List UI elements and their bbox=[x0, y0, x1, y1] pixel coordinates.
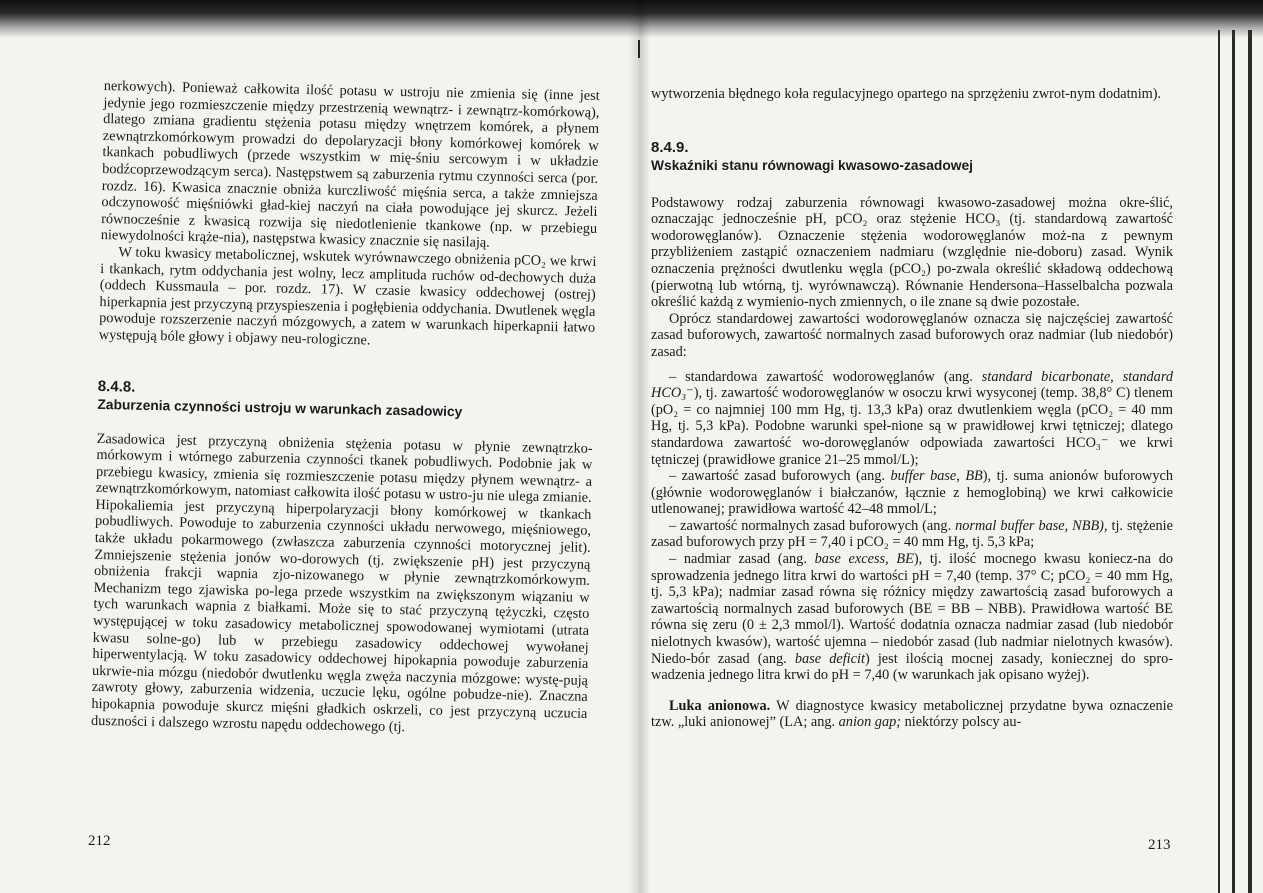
run-in-heading: Luka anionowa. bbox=[669, 697, 771, 714]
section-title: Wskaźniki stanu równowagi kwasowo-zasadowej bbox=[651, 157, 973, 173]
term: standard bicarbonate, standard HCO₃⁻ bbox=[651, 368, 1174, 402]
right-page bbox=[651, 86, 1173, 731]
book-gutter bbox=[628, 0, 650, 893]
paragraph bbox=[651, 698, 1173, 731]
term: normal buffer base, NBB), bbox=[955, 517, 1108, 534]
term: base deficit bbox=[794, 650, 865, 667]
page-number: 213 bbox=[1148, 837, 1171, 853]
text: ), tj. zawartość wodorowęglanów w osoczu krwi wysyconej (temp. 38,8° C) tlenem (pO₂ = co najmniej 100 mm Hg, tj. 13,3 kPa) oraz dwutlenkiem węgla (pCO₂ = 40 mm Hg, tj. 5,3 kPa). Podobne warunki speł-nione są w prawidłowej krwi tętniczej; dlatego standardowa zawartość wo-dorowęglanów odpowiada zawartości HCO₃⁻ we krwi tętniczej (prawidłowe granice 21–25 mmol/L); bbox=[651, 385, 1173, 468]
term: anion gap; bbox=[838, 714, 902, 731]
text: W diagnostyce kwasicy metabolicznej przydatne bywa oznaczenie tzw. „luki anionowej” (LA; ang. bbox=[651, 697, 1174, 731]
section-title: Zaburzenia czynności ustroju w warunkach zasadowicy bbox=[97, 396, 463, 419]
text: tj. stężenie zasad buforowych przy pH = 7,40 i pCO₂ = 40 mm Hg, tj. 5,3 kPa; bbox=[651, 517, 1173, 551]
list-item bbox=[651, 551, 1173, 684]
text: – nadmiar zasad (ang. bbox=[669, 551, 815, 568]
text: ) jest ilością mocnej zasady, koniecznej do spro-wadzenia jednego litra krwi do pH = 7,40 (w warunkach jak opisano wyżej). bbox=[651, 650, 1173, 684]
page-edge-line bbox=[1218, 30, 1220, 893]
paragraph: Podstawowy rodzaj zaburzenia równowagi kwasowo-zasadowej można okre-ślić, oznaczając jednocześnie pH, pCO₂ oraz stężenie HCO₃ (tj. standardową zawartość wodorowęglanów). Oznaczenie stężenia wodorowęglanów moż-na z pewnym przybliżeniem zastąpić oznaczeniem nadmiaru (względnie nie-doboru) zasad. Wynik oznaczenia prężności dwutlenku węgla (pCO₂) po-zwala określić składową oddechową (pierwotną lub wtórną, tj. wyrównawczą). Równanie Hendersona–Hasselbalcha pozwala określić każdą z wymienio-nych zmiennych, o ile znane są dwie pozostałe. bbox=[651, 194, 1173, 311]
section-number: 8.4.9. bbox=[651, 138, 689, 156]
paragraph: Oprócz standardowej zawartości wodorowęglanów oznacza się najczęściej zawartość zasad buforowych, zawartość normalnych zasad buforowych oraz nadmiar (lub niedobór) zasad: bbox=[651, 310, 1173, 360]
paragraph: wytworzenia błędnego koła regulacyjnego opartego na sprzężeniu zwrot-nym dodatnim). bbox=[651, 86, 1162, 102]
list-item bbox=[651, 369, 1173, 469]
term: base excess, BE bbox=[814, 551, 914, 568]
text: ), tj. ilość mocnego kwasu koniecz-na do sprowadzenia jednego litra krwi do wartości pH = 7,40 (temp. 37° C; pCO₂ = 40 mm Hg, tj. 5,3 kPa); nadmiar zasad równa się różnicy między zawartością zasad buforowych a zawartością normalnych zasad buforowych (BE = BB – NBB). Prawidłowa wartość BE równa się zeru (0 ± 2,3 mmol/l). Wartość dodatnia oznacza nadmiar zasad (lub niedobór nielotnych kwasów), wartość ujemna – niedobór zasad (lub nadmiar nielotnych kwasów). Niedo-bór zasad (ang. bbox=[651, 551, 1174, 667]
left-page bbox=[91, 78, 600, 739]
paragraph: W toku kwasicy metabolicznej, wskutek wyrównawczego obniżenia pCO₂ we krwi i tkankach, rytm oddychania jest wolny, lecz amplituda ruchów od-dechowych duża (oddech Kussmaula – por. rozdz. 17). W czasie kwasicy oddechowej (ostrej) hiperkapnia jest przyczyną przyspieszenia i pogłębienia oddychania. Dwutlenek węgla powoduje rozszerzenie naczyń mózgowych, a zatem w warunkach hiperkapnii łatwo występują bóle głowy i objawy neu-rologiczne. bbox=[98, 244, 597, 349]
term: buffer base, BB bbox=[890, 468, 983, 485]
list-item bbox=[651, 518, 1173, 551]
page-number: 212 bbox=[88, 833, 111, 849]
paragraph: Zasadowica jest przyczyną obniżenia stężenia potasu w płynie zewnątrzko-mórkowym i wtórnego zaburzenia czynności tkanek pobudliwych. Podobnie jak w przebiegu kwasicy, zmienia się rozmieszczenie potasu między płynem wewnątrz- a zewnątrzkomórkowym, natomiast całkowita ilość potasu w ustro-ju nie ulega zmianie. Hipokaliemia jest przyczyną hiperpolaryzacji błony komórkowej w tkankach pobudliwych. Powoduje to zaburzenia czynności układu nerwowego, mięśniowego, także układu pokarmowego (zwłaszcza zaburzenia czynności motorycznej jelit). Zmniejszenie stężenia jonów wo-dorowych (tj. zwiększenie pH) jest przyczyną obniżenia frakcji wapnia zjo-nizowanego w płynie zewnątrzkomórkowym. Mechanizm tego zjawiska po-lega przede wszystkim na zwiększonym wiązaniu w tych warunkach wapnia z białkami. Może się to stać przyczyną tężyczki, często występującej w toku zasadowicy metabolicznej spowodowanej wymiotami (utrata kwasu solne-go) lub w przebiegu zasadowicy oddechowej wywołanej hiperwentylacją. W toku zasadowicy oddechowej hipokapnia powoduje zaburzenia ukrwie-nia mózgu (niedobór dwutlenku węgla zwęża naczynia mózgowe: wystę-pują zawroty głowy, zaburzenia widzenia, uczucie lęku, ogólne pobudze-nie). Znaczna hipokapnia powoduje skurcz mięśni gładkich oskrzeli, co jest przyczyną uczucia duszności i dalszego wzrostu napędu oddechowego (tj. bbox=[90, 430, 593, 735]
text: – zawartość normalnych zasad buforowych (ang. bbox=[669, 517, 956, 534]
text: – zawartość zasad buforowych (ang. bbox=[669, 468, 891, 485]
paragraph: nerkowych). Ponieważ całkowita ilość potasu w ustroju nie zmienia się (inne jest jedynie jego rozmieszczenie między przestrzenią wewnątrz- i zewnątrz-komórkową), dlatego zmiana gradientu stężenia potasu między wnętrzem komórek, a płynem zewnątrzkomórkowym prowadzi do depolaryzacji błony komórkowej komórek w tkankach pobudliwych (przede wszystkim w mię-śniu sercowym i w układzie bodźcoprzewodzącym serca). Następstwem są zaburzenia rytmu czynności serca (por. rozdz. 16). Kwasica znacznie obniża kurczliwość mięśnia serca, a także zmniejsza odczynowość mięśniówki gład-kiej naczyń na ciała powodujące jej skurcz. Jeżeli równocześnie z kwasicą rozwija się niedotlenienie tkankowe (np. w przebiegu niewydolności krąże-nia), następstwa kwasicy znacznie się nasilają. bbox=[100, 78, 600, 252]
list-item bbox=[651, 468, 1173, 518]
page-edge-line bbox=[1232, 30, 1235, 893]
text: ), tj. suma anionów buforowych (głównie wodorowęglanów i białczanów, łącznie z hemoglobiną) we krwi całkowicie utlenowanej; prawidłowa wartość 42–48 mmol/L; bbox=[651, 468, 1174, 518]
section-number: 8.4.8. bbox=[97, 377, 136, 396]
text: – standardowa zawartość wodorowęglanów (ang. bbox=[669, 368, 982, 385]
gutter-mark bbox=[638, 40, 640, 58]
text: niektórzy polscy au- bbox=[901, 714, 1022, 731]
page-edge-line bbox=[1248, 30, 1252, 893]
